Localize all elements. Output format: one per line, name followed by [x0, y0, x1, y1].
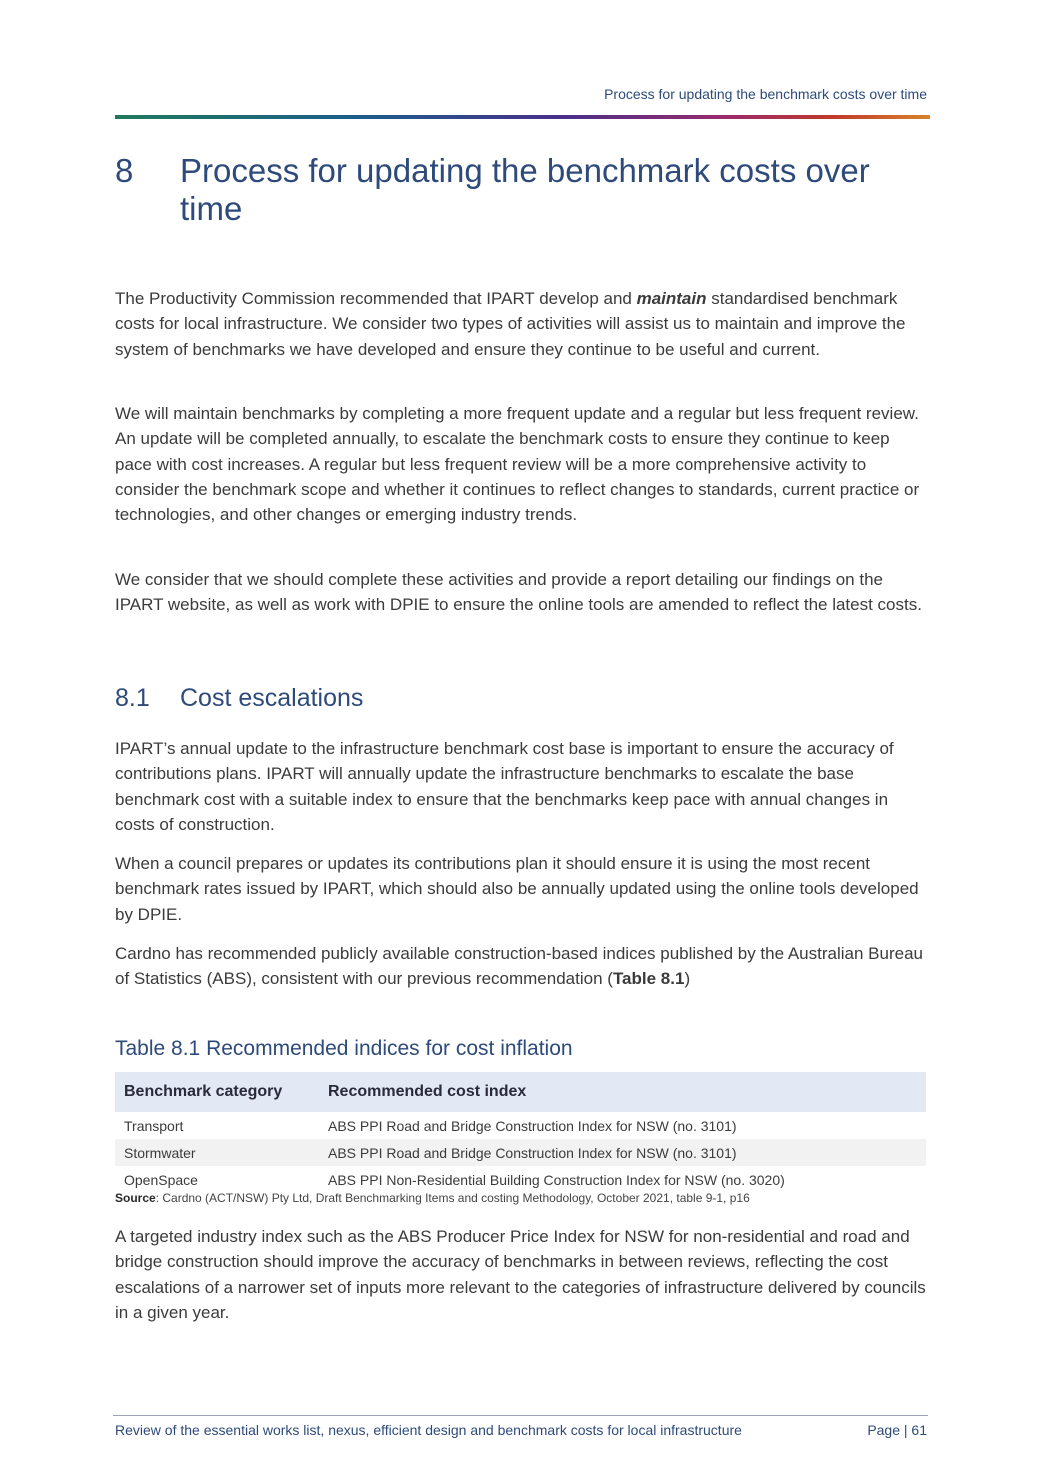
closing-p1-text: A targeted industry index such as the ABS Producer Price Index for NSW for non-residential and road and bridge construction should improve the accuracy of benchmarks in between reviews, reflecting the cost escalations of a narrower set of inputs more relevant to the categories of infrastructure delivered by councils in a given year. — [115, 1227, 926, 1322]
section-p3-start: Cardno has recommended publicly available construction-based indices published by the Australian Bureau of Statistics (ABS), consistent with our previous recommendation ( — [115, 944, 923, 989]
section-paragraph-1 — [115, 736, 930, 837]
source-text: : Cardno (ACT/NSW) Pty Ltd, Draft Benchmarking Items and costing Methodology, October 2021, table 9-1, p16 — [155, 1191, 750, 1205]
section-number: 8.1 — [115, 684, 150, 712]
table-source-note — [115, 1191, 750, 1205]
table-row — [115, 1139, 926, 1166]
section-title: Cost escalations — [180, 684, 364, 712]
intro-p1-end: standardised benchmark costs for local infrastructure. We consider two types of activities will assist us to maintain and improve the system of benchmarks we have developed and ensure they continue to be useful and current. — [115, 289, 906, 359]
header-recommended-cost-index: Recommended cost index — [319, 1072, 926, 1112]
cell-category: Transport — [124, 1117, 184, 1134]
running-header: Process for updating the benchmark costs over time — [604, 86, 927, 102]
intro-paragraph-3 — [115, 567, 930, 618]
chapter-title: Process for updating the benchmark costs over time — [180, 152, 870, 227]
section-p3-end: ) — [684, 969, 691, 989]
source-label: Source — [115, 1191, 156, 1205]
intro-paragraph-1 — [115, 286, 930, 362]
table-row — [115, 1112, 926, 1139]
footer-page-number: Page | 61 — [867, 1422, 927, 1438]
footer-document-title: Review of the essential works list, nexus, efficient design and benchmark costs for local infrastructure — [115, 1422, 742, 1438]
cell-index: ABS PPI Non-Residential Building Construction Index for NSW (no. 3020) — [328, 1171, 785, 1188]
indices-table — [115, 1072, 926, 1193]
chapter-heading — [115, 152, 930, 228]
section-p2-text: When a council prepares or updates its contributions plan it should ensure it is using the most recent benchmark rates issued by IPART, which should also be annually updated using the online tools developed by DPIE. — [115, 854, 919, 924]
chapter-number: 8 — [115, 152, 134, 189]
section-heading — [115, 683, 363, 713]
intro-p1-start: The Productivity Commission recommended that IPART develop and — [115, 289, 637, 308]
cell-category: OpenSpace — [124, 1171, 198, 1188]
intro-p3-text: We consider that we should complete these activities and provide a report detailing our findings on the IPART website, as well as work with DPIE to ensure the online tools are amended to reflect the latest costs. — [115, 570, 922, 615]
table-row — [115, 1166, 926, 1193]
section-paragraph-2 — [115, 851, 930, 927]
header-color-rule — [115, 115, 930, 119]
table-title: Table 8.1 Recommended indices for cost inflation — [115, 1037, 573, 1060]
section-paragraph-3 — [115, 941, 930, 992]
cell-index: ABS PPI Road and Bridge Construction Index for NSW (no. 3101) — [319, 1139, 926, 1166]
footer-rule — [113, 1415, 928, 1416]
table-header-row — [115, 1072, 926, 1112]
section-p1-text: IPART’s annual update to the infrastructure benchmark cost base is important to ensure the accuracy of contributions plans. IPART will annually update the infrastructure benchmarks to escalate the base benchmark cost with a suitable index to ensure that the benchmarks keep pace with annual changes in costs of construction. — [115, 739, 894, 834]
intro-p2-text: We will maintain benchmarks by completing a more frequent update and a regular but less frequent review. An update will be completed annually, to escalate the benchmark costs to ensure they continue to keep pace with cost increases. A regular but less frequent review will be a more comprehensive activity to consider the benchmark scope and whether it continues to reflect changes to standards, current practice or technologies, and other changes or emerging industry trends. — [115, 404, 920, 525]
header-benchmark-category: Benchmark category — [115, 1072, 319, 1112]
cell-category: Stormwater — [115, 1139, 319, 1166]
closing-paragraph — [115, 1224, 930, 1325]
intro-paragraph-2 — [115, 401, 930, 527]
cell-index: ABS PPI Road and Bridge Construction Index for NSW (no. 3101) — [328, 1117, 737, 1134]
table-reference: Table 8.1 — [612, 969, 685, 989]
intro-p1-emphasis: maintain — [636, 289, 707, 308]
